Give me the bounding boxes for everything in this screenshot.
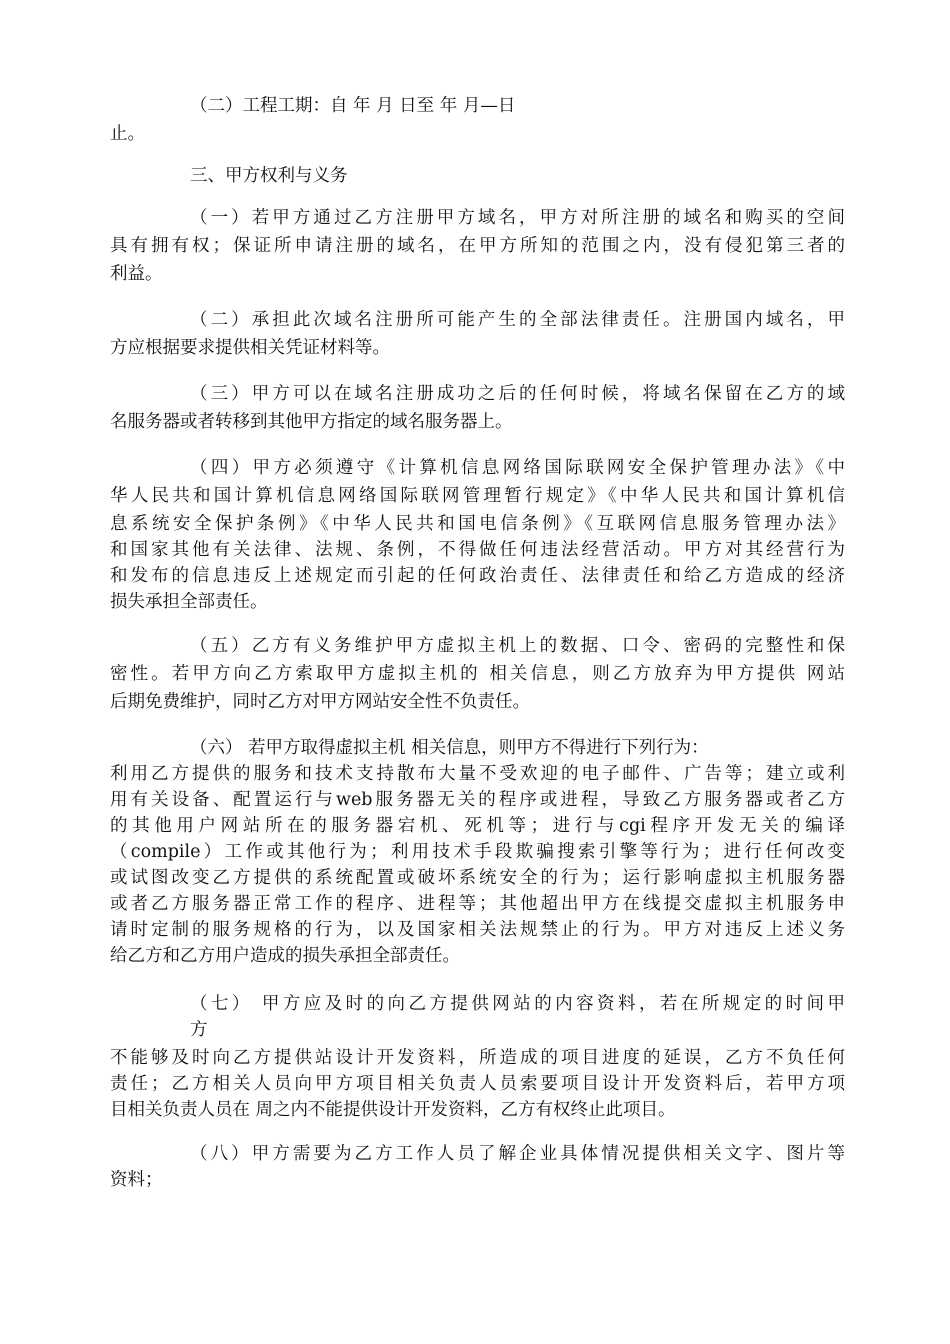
text-line: 和国家其他有关法律、法规、条例，不得做任何违法经营活动。甲方对其经营行为 (110, 540, 845, 560)
text-line: （七） 甲方应及时的向乙方提供网站的内容资料，若在所规定的时间甲 (190, 994, 845, 1014)
text-line: （一）若甲方通过乙方注册甲方域名，甲方对所注册的域名和购买的空间 (190, 208, 845, 228)
text-line: 密性。若甲方向乙方索取甲方虚拟主机的 相关信息，则乙方放弃为甲方提供 网站 (110, 664, 845, 684)
text-line: 目相关负责人员在 周之内不能提供设计开发资料，乙方有权终止此项目。 (110, 1100, 676, 1120)
text-line: 利用乙方提供的服务和技术支持散布大量不受欢迎的电子邮件、广告等；建立或利 (110, 764, 845, 784)
text-line: 利益。 (110, 264, 163, 284)
section-heading: 三、甲方权利与义务 (190, 166, 348, 186)
text-line: 资料； (110, 1170, 163, 1190)
text-line: 和发布的信息违反上述规定而引起的任何政治责任、法律责任和给乙方造成的经济 (110, 566, 845, 586)
text-line: 责任；乙方相关人员向甲方项目相关负责人员索要项目设计开发资料后，若甲方项 (110, 1074, 845, 1094)
text-line: （五）乙方有义务维护甲方虚拟主机上的数据、口令、密码的完整性和保 (190, 636, 845, 656)
text-line: 的其他用户网站所在的服务器宕机、死机等；进行与cgi程序开发无关的编译 (110, 816, 845, 836)
text-line: 具有拥有权；保证所申请注册的域名，在甲方所知的范围之内，没有侵犯第三者的 (110, 236, 845, 256)
text-line: （二）承担此次域名注册所可能产生的全部法律责任。注册国内域名，甲 (190, 310, 845, 330)
text-line: （二）工程工期：自 年 月 日至 年 月—日 (190, 96, 516, 116)
text-line: （六） 若甲方取得虚拟主机 相关信息，则甲方不得进行下列行为： (190, 738, 709, 758)
text-line: 方应根据要求提供相关凭证材料等。 (110, 338, 390, 358)
text-line: 止。 (110, 124, 145, 144)
text-line: （八）甲方需要为乙方工作人员了解企业具体情况提供相关文字、图片等 (190, 1144, 845, 1164)
text-line: 方 (190, 1020, 208, 1040)
text-line: 息系统安全保护条例》《中华人民共和国电信条例》《互联网信息服务管理办法》 (110, 514, 845, 534)
text-line: 或试图改变乙方提供的系统配置或破坏系统安全的行为；运行影响虚拟主机服务器 (110, 868, 845, 888)
text-line: 或者乙方服务器正常工作的程序、进程等；其他超出甲方在线提交虚拟主机服务申 (110, 894, 845, 914)
text-line: （compile）工作或其他行为；利用技术手段欺骗搜索引擎等行为；进行任何改变 (110, 842, 845, 862)
text-line: 不能够及时向乙方提供站设计开发资料，所造成的项目进度的延误，乙方不负任何 (110, 1048, 845, 1068)
text-line: 损失承担全部责任。 (110, 592, 268, 612)
text-line: 用有关设备、配置运行与web服务器无关的程序或进程，导致乙方服务器或者乙方 (110, 790, 845, 810)
text-line: 给乙方和乙方用户造成的损失承担全部责任。 (110, 946, 460, 966)
text-line: （四）甲方必须遵守《计算机信息网络国际联网安全保护管理办法》《中 (190, 458, 845, 478)
text-line: 华人民共和国计算机信息网络国际联网管理暂行规定》《中华人民共和国计算机信 (110, 486, 845, 506)
text-line: 名服务器或者转移到其他甲方指定的域名服务器上。 (110, 412, 513, 432)
text-line: 请时定制的服务规格的行为，以及国家相关法规禁止的行为。甲方对违反上述义务 (110, 920, 845, 940)
text-line: 后期免费维护，同时乙方对甲方网站安全性不负责任。 (110, 692, 530, 712)
text-line: （三）甲方可以在域名注册成功之后的任何时候，将域名保留在乙方的域 (190, 384, 845, 404)
